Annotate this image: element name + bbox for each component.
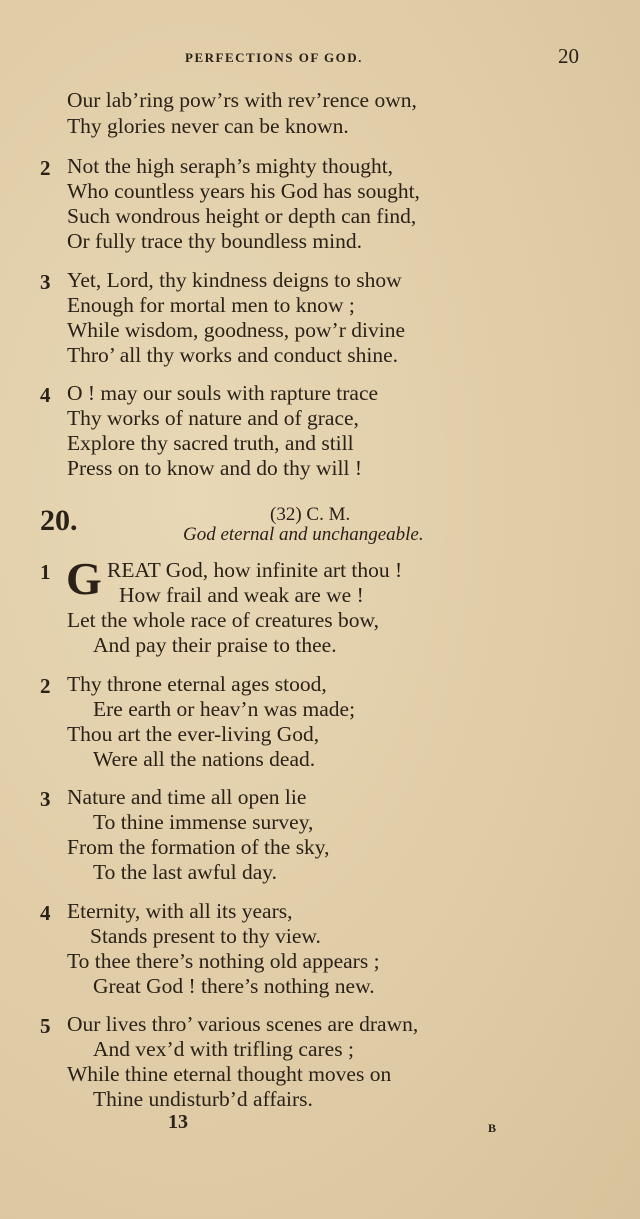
page-number: 20 [558,44,579,68]
verse-line: Press on to know and do thy will ! [67,456,363,480]
verse-line: Thy glories never can be known. [67,114,349,138]
stanza-number: 2 [40,674,51,698]
verse-line: Stands present to thy view. [90,924,321,948]
verse-line: Thou art the ever-living God, [67,722,320,746]
verse-line: How frail and weak are we ! [119,583,364,607]
hymn-subtitle: God eternal and unchangeable. [183,524,424,545]
verse-line: Great God ! there’s nothing new. [93,974,375,998]
stanza-number: 2 [40,156,51,180]
verse-line: Explore thy sacred truth, and still [67,431,354,455]
verse-line: Let the whole race of creatures bow, [67,608,379,632]
verse-line: Or fully trace thy boundless mind. [67,229,362,253]
verse-line: To thee there’s nothing old appears ; [67,949,380,973]
stanza-number: 3 [40,270,51,294]
verse-line: Not the high seraph’s mighty thought, [67,154,394,178]
hymn-meter: (32) C. M. [270,504,351,525]
verse-line: Thy throne eternal ages stood, [67,672,327,696]
verse-line: To thine immense survey, [93,810,314,834]
verse-line: Thine undisturb’d affairs. [93,1087,313,1111]
verse-line: Such wondrous height or depth can find, [67,204,417,228]
verse-line: From the formation of the sky, [67,835,330,859]
verse-line: And vex’d with trifling cares ; [93,1037,354,1061]
stanza-number: 4 [40,901,51,925]
verse-line: Enough for mortal men to know ; [67,293,355,317]
verse-line: And pay their praise to thee. [93,633,337,657]
hymn-number: 20. [40,504,78,537]
verse-line: Who countless years his God has sought, [67,179,420,203]
stanza-number: 4 [40,383,51,407]
running-title: PERFECTIONS OF GOD. [185,50,363,65]
drop-cap: G [66,553,102,604]
verse-line: Our lives thro’ various scenes are drawn, [67,1012,419,1036]
verse-line: Nature and time all open lie [67,785,307,809]
verse-line: Thy works of nature and of grace, [67,406,359,430]
stanza-number: 3 [40,787,51,811]
verse-line: REAT God, how infinite art thou ! [107,558,403,582]
verse-line: Eternity, with all its years, [67,899,293,923]
stanza-number: 5 [40,1014,51,1038]
verse-line: Ere earth or heav’n was made; [93,697,356,721]
signature-number: 13 [168,1111,188,1133]
stanza-number: 1 [40,560,51,584]
verse-line: O ! may our souls with rapture trace [67,381,379,405]
verse-line: Our lab’ring pow’rs with rev’rence own, [67,88,417,112]
verse-line: Were all the nations dead. [93,747,316,771]
signature-letter: B [488,1121,497,1135]
verse-line: While thine eternal thought moves on [67,1062,392,1086]
verse-line: Yet, Lord, thy kindness deigns to show [67,268,402,292]
verse-line: Thro’ all thy works and conduct shine. [67,343,398,367]
verse-line: While wisdom, goodness, pow’r divine [67,318,405,342]
verse-line: To the last awful day. [93,860,277,884]
